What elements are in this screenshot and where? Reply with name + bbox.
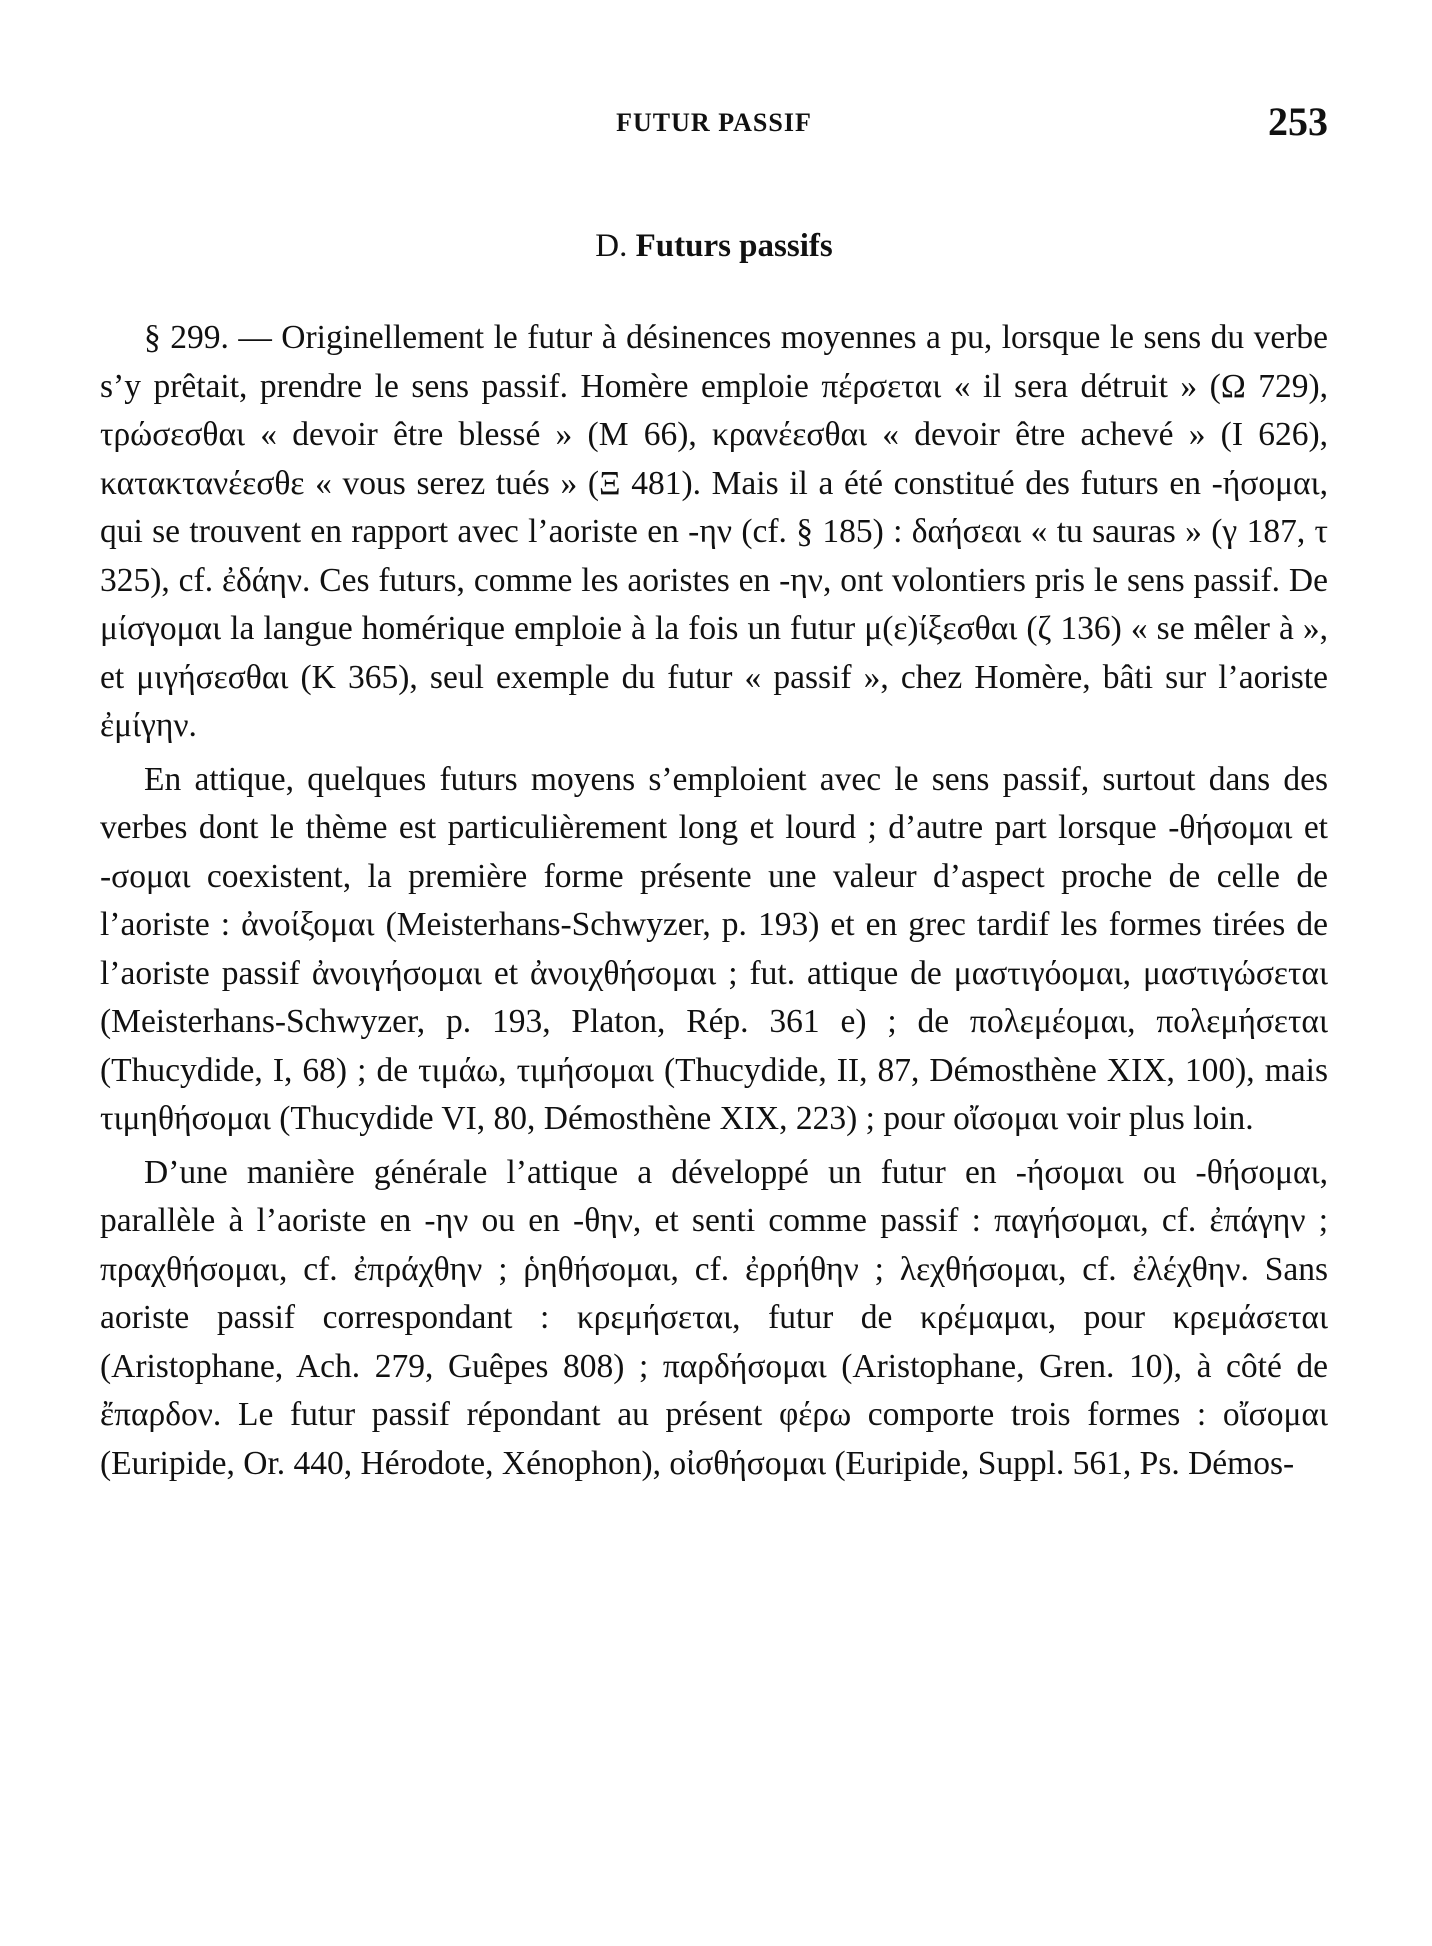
paragraph-299: § 299. — Originellement le futur à désinences moyennes a pu, lorsque le sens du verbe s’y prêtait, prendre le sens passif. Homère emploie πέρσεται « il sera détruit » (Ω 729), τρώσεσθαι « devoir être blessé » (M 66), κρανέεσθαι « devoir être achevé » (I 626), κατακτανέεσθε « vous serez tués » (Ξ 481). Mais il a été constitué des futurs en -ήσομαι, qui se trouvent en rapport avec l’aoriste en -ην (cf. § 185) : δαήσεαι « tu sauras » (γ 187, τ 325), cf. ἐδάην. Ces futurs, comme les aoristes en -ην, ont volontiers pris le sens passif. De μίσγομαι la langue homérique emploie à la fois un futur μ(ε)ίξεσθαι (ζ 136) « se mêler à », et μιγήσεσθαι (K 365), seul exemple du futur « passif », chez Homère, bâti sur l’aoriste ἐμίγην. (100, 319, 1328, 744)
paragraph-attique: En attique, quelques futurs moyens s’emploient avec le sens passif, surtout dans des verbes dont le thème est particulièrement long et lourd ; d’autre part lorsque -θήσομαι et -σομαι coexistent, la première forme présente une valeur d’aspect proche de celle de l’aoriste : ἀνοίξομαι (Meisterhans-Schwyzer, p. 193) et en grec tardif les formes tirées de l’aoriste passif ἀνοιγήσομαι et ἀνοιχθήσομαι ; fut. attique de μαστιγόομαι, μαστιγώσεται (Meisterhans-Schwyzer, p. 193, Platon, Rép. 361 e) ; de πολεμέομαι, πολεμήσεται (Thucydide, I, 68) ; de τιμάω, τιμήσομαι (Thucydide, II, 87, Démosthène XIX, 100), mais τιμηθήσομαι (Thucydide VI, 80, Démosthène XIX, 223) ; pour οἴσομαι voir plus loin. (100, 760, 1328, 1137)
paragraph-maniere-generale: D’une manière générale l’attique a développé un futur en -ήσομαι ou -θήσομαι, parallèle à l’aoriste en -ην ou en -θην, et senti comme passif : παγήσομαι, cf. ἐπάγην ; πραχθήσομαι, cf. ἐπράχθην ; ῥηθήσομαι, cf. ἐρρήθην ; λεχθήσομαι, cf. ἐλέχθην. Sans aoriste passif correspondant : κρεμήσεται, futur de κρέμαμαι, pour κρεμάσεται (Aristophane, Ach. 279, Guêpes 808) ; παρδήσομαι (Aristophane, Gren. 10), à côté de ἔπαρδον. Le futur passif répondant au présent φέρω comporte trois formes : οἴσομαι (Euripide, Or. 440, Hérodote, Xénophon), οἰσθήσομαι (Euripide, Suppl. 561, Ps. Démos- (100, 1153, 1328, 1482)
section-letter: D. (595, 228, 628, 264)
running-head (100, 98, 1328, 148)
page-number: 253 (1268, 99, 1328, 144)
section-heading (100, 228, 1328, 265)
running-title: FUTUR PASSIF (616, 108, 812, 137)
body-text (100, 314, 1328, 1493)
section-title: Futurs passifs (635, 228, 833, 264)
